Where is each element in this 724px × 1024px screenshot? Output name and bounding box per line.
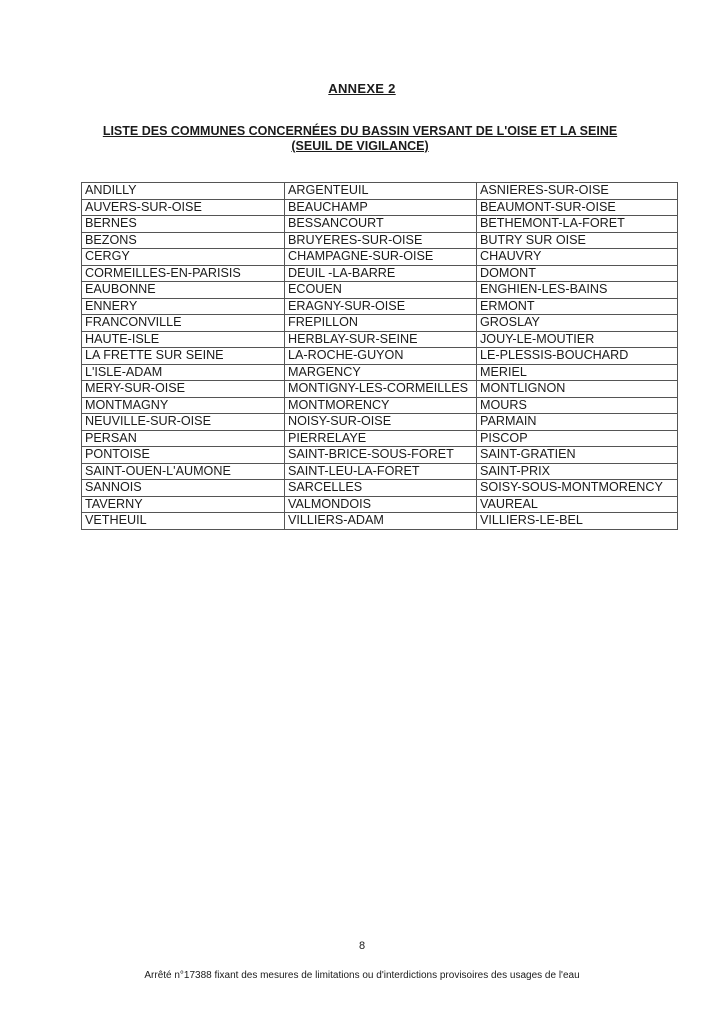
table-row <box>82 397 678 414</box>
table-row <box>82 249 678 266</box>
commune-cell: LA FRETTE SUR SEINE <box>82 348 285 365</box>
title-line-1: LISTE DES COMMUNES CONCERNÉES DU BASSIN VERSANT DE L'OISE ET LA SEINE <box>102 124 618 138</box>
commune-cell: SAINT-PRIX <box>477 463 678 480</box>
commune-cell: ENNERY <box>82 298 285 315</box>
commune-cell: MARGENCY <box>285 364 477 381</box>
commune-cell: FRANCONVILLE <box>82 315 285 332</box>
commune-cell: VALMONDOIS <box>285 496 477 513</box>
commune-cell: MERIEL <box>477 364 678 381</box>
commune-cell: BERNES <box>82 216 285 233</box>
table-row <box>82 265 678 282</box>
commune-cell: SAINT-BRICE-SOUS-FORET <box>285 447 477 464</box>
commune-cell: HERBLAY-SUR-SEINE <box>285 331 477 348</box>
commune-cell: CHAUVRY <box>477 249 678 266</box>
commune-cell: BEAUMONT-SUR-OISE <box>477 199 678 216</box>
table-row <box>82 447 678 464</box>
commune-cell: EAUBONNE <box>82 282 285 299</box>
table-row <box>82 414 678 431</box>
commune-cell: MOURS <box>477 397 678 414</box>
table-row <box>82 298 678 315</box>
commune-cell: BETHEMONT-LA-FORET <box>477 216 678 233</box>
commune-cell: SAINT-GRATIEN <box>477 447 678 464</box>
commune-cell: AUVERS-SUR-OISE <box>82 199 285 216</box>
table-row <box>82 216 678 233</box>
table-row <box>82 331 678 348</box>
communes-table <box>81 182 678 530</box>
commune-cell: CORMEILLES-EN-PARISIS <box>82 265 285 282</box>
commune-cell: ASNIERES-SUR-OISE <box>477 183 678 200</box>
table-row <box>82 430 678 447</box>
commune-cell: PONTOISE <box>82 447 285 464</box>
commune-cell: ERMONT <box>477 298 678 315</box>
table-row <box>82 381 678 398</box>
commune-cell: ENGHIEN-LES-BAINS <box>477 282 678 299</box>
commune-cell: MONTMAGNY <box>82 397 285 414</box>
table-row <box>82 348 678 365</box>
commune-cell: BRUYERES-SUR-OISE <box>285 232 477 249</box>
commune-cell: PIERRELAYE <box>285 430 477 447</box>
commune-cell: SAINT-LEU-LA-FORET <box>285 463 477 480</box>
commune-cell: ERAGNY-SUR-OISE <box>285 298 477 315</box>
commune-cell: TAVERNY <box>82 496 285 513</box>
commune-cell: BUTRY SUR OISE <box>477 232 678 249</box>
footer-text: Arrêté n°17388 fixant des mesures de limitations ou d'interdictions provisoires des usages de l'eau <box>144 970 580 981</box>
commune-cell: FREPILLON <box>285 315 477 332</box>
commune-cell: PARMAIN <box>477 414 678 431</box>
document-title <box>70 124 650 154</box>
commune-cell: BESSANCOURT <box>285 216 477 233</box>
table-row <box>82 480 678 497</box>
commune-cell: DOMONT <box>477 265 678 282</box>
commune-cell: GROSLAY <box>477 315 678 332</box>
table-row <box>82 232 678 249</box>
table-row <box>82 282 678 299</box>
commune-cell: DEUIL -LA-BARRE <box>285 265 477 282</box>
commune-cell: JOUY-LE-MOUTIER <box>477 331 678 348</box>
commune-cell: BEZONS <box>82 232 285 249</box>
commune-cell: SAINT-OUEN-L'AUMONE <box>82 463 285 480</box>
commune-cell: ARGENTEUIL <box>285 183 477 200</box>
commune-cell: BEAUCHAMP <box>285 199 477 216</box>
commune-cell: CERGY <box>82 249 285 266</box>
commune-cell: LA-ROCHE-GUYON <box>285 348 477 365</box>
commune-cell: MONTIGNY-LES-CORMEILLES <box>285 381 477 398</box>
table-row <box>82 183 678 200</box>
commune-cell: VETHEUIL <box>82 513 285 530</box>
commune-cell: MONTMORENCY <box>285 397 477 414</box>
commune-cell: VILLIERS-LE-BEL <box>477 513 678 530</box>
commune-cell: CHAMPAGNE-SUR-OISE <box>285 249 477 266</box>
table-row <box>82 496 678 513</box>
communes-table-body <box>82 183 678 530</box>
table-row <box>82 199 678 216</box>
commune-cell: ECOUEN <box>285 282 477 299</box>
commune-cell: L'ISLE-ADAM <box>82 364 285 381</box>
commune-cell: NOISY-SUR-OISE <box>285 414 477 431</box>
commune-cell: MONTLIGNON <box>477 381 678 398</box>
annex-heading: ANNEXE 2 <box>328 81 396 96</box>
commune-cell: PISCOP <box>477 430 678 447</box>
table-row <box>82 463 678 480</box>
commune-cell: PERSAN <box>82 430 285 447</box>
title-line-2: (SEUIL DE VIGILANCE) <box>291 139 429 153</box>
table-row <box>82 364 678 381</box>
commune-cell: SARCELLES <box>285 480 477 497</box>
commune-cell: SOISY-SOUS-MONTMORENCY <box>477 480 678 497</box>
commune-cell: ANDILLY <box>82 183 285 200</box>
table-row <box>82 315 678 332</box>
commune-cell: MERY-SUR-OISE <box>82 381 285 398</box>
commune-cell: HAUTE-ISLE <box>82 331 285 348</box>
commune-cell: LE-PLESSIS-BOUCHARD <box>477 348 678 365</box>
table-row <box>82 513 678 530</box>
page-number: 8 <box>358 940 366 952</box>
commune-cell: NEUVILLE-SUR-OISE <box>82 414 285 431</box>
commune-cell: VILLIERS-ADAM <box>285 513 477 530</box>
commune-cell: VAUREAL <box>477 496 678 513</box>
commune-cell: SANNOIS <box>82 480 285 497</box>
